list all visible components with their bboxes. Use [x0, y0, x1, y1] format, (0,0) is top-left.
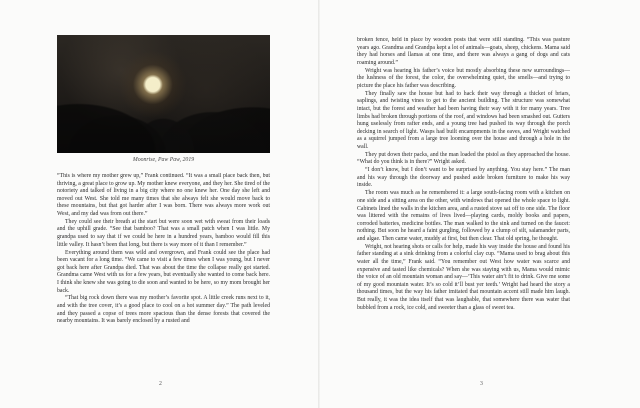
paragraph: They put down their packs, and the man loaded the pistol as they approached the house. “What do you think is in there?” Wright asked.	[357, 151, 570, 166]
page-number-left: 2	[159, 381, 162, 387]
page-number-right: 3	[480, 381, 483, 387]
paragraph: They could see their breath at the start but were soon wet with sweat from their loads and the uphill grade. “See that bamboo? That was a small patch when I was little. My grandpa used to say that if we could be here in a hundred years, bamboo would fill this little valley. It hasn’t been that long, but there is way more of it than I remember.”	[57, 218, 270, 248]
tree-silhouette	[57, 35, 270, 153]
paragraph: Wright, not hearing shots or calls for help, made his way inside the house and found his father standing at a sink drinking from a colorful clay cup. “Mama used to brag about this water all the time,” Frank said. “You remember out West how water was scarce and expensive and tasted like chemicals? When she was staying with us, Mama would mimic the voice of an old mountain woman and say—‘This water ain’t fit to drink. Give me some of my good mountain water. It’s so cold it’ll bust yer teeth.’ Wright had heard the story a thousand times, but the way his father imitated that mountain accent still made him laugh. But really, it was the idea itself that was laughable, that somewhere there was water that bubbled from a rock, ice cold, and sweeter than a glass of sweet tea.	[357, 243, 570, 311]
paragraph: “This is where my mother grew up,” Frank continued. “It was a small place back then, but thriving, a great place to grow up. My mother knew everyone, and they her. She tired of the notoriety and talked of living in a big city where no one knew her. One day she left and moved out West. She told me many times that she always felt she would move back to these mountains, but that got harder after I was born. There was always more work out West, and my dad was from out there.”	[57, 173, 270, 217]
paragraph: Everything around them was wild and overgrown, and Frank could see the place had been vacant for a long time. “We came to visit a few times when I was young, but I never got back here after Grandpa died. That was about the time the collapse really got started. Grandma came West with us for a few years, but eventually she wanted to come back here. I think she knew she was going to die soon and wanted to be here, so my mom brought her back.	[57, 249, 270, 294]
photo-caption: Moonrise, Paw Paw, 2019	[132, 157, 195, 163]
paragraph: “That big rock down there was my mother’s favorite spot. A little creek runs next to it, and with the tree cover, it’s a good place to cool on a hot summer day.” The path leveled and they passed a copse of trees more spacious than the dense forests that covered the nearby mountains. It was barely enclosed by a rusted and	[57, 295, 270, 325]
paragraph: The room was much as he remembered it: a large south-facing room with a kitchen on one side and a sitting area on the other, with windows that opened the whole space to light. Cabinets lined the walls in the kitchen area, and a rusted stove sat off to one side. The floor was littered with the remains of lives lived—playing cards, moldy books and papers, corroded batteries, medicine bottles. The man walked to the sink and turned on the faucet: nothing. But soon he heard a faint gurgling, followed by a clump of silt, salamander parts, and algae. Then came water, muddy at first, but then clear. That old spring, he thought.	[357, 190, 570, 242]
left-page-text	[57, 173, 270, 363]
paragraph: broken fence, held in place by wooden posts that were still standing. “This was pasture years ago. Grandma and Grandpa kept a lot of animals—goats, sheep, chickens. Mama said they had horses and llamas at one time, and there was always a gang of dogs and cats roaming around.”	[357, 37, 570, 66]
paragraph: They finally saw the house but had to hack their way through a thicket of briars, saplings, and twisting vines to get to the ancient building. The structure was somewhat intact, but the forest and weather had been having their way with it for many years. Tree limbs had broken through portions of the roof, and windows had been smashed out. Gutters hung uselessly from rafter ends, and a young tree had pushed its way through the porch decking in search of light. Wasps had built encampments in the eaves, and Wright watched as a squirrel jumped from a large tree looming over the house and through a hole in the wall.	[357, 90, 570, 150]
paragraph: Wright was hearing his father’s voice but mostly absorbing these new surroundings—the lushness of the forest, the color, the overwhelming quiet, the smells—and trying to picture the place his father was describing.	[357, 67, 570, 89]
paragraph: “I don’t know, but I don’t want to be surprised by anything. You stay here.” The man and his way through the doorway and pushed aside broken furniture to make his way inside.	[357, 167, 570, 189]
moonrise-photo	[57, 35, 270, 153]
right-page-text	[357, 37, 570, 363]
